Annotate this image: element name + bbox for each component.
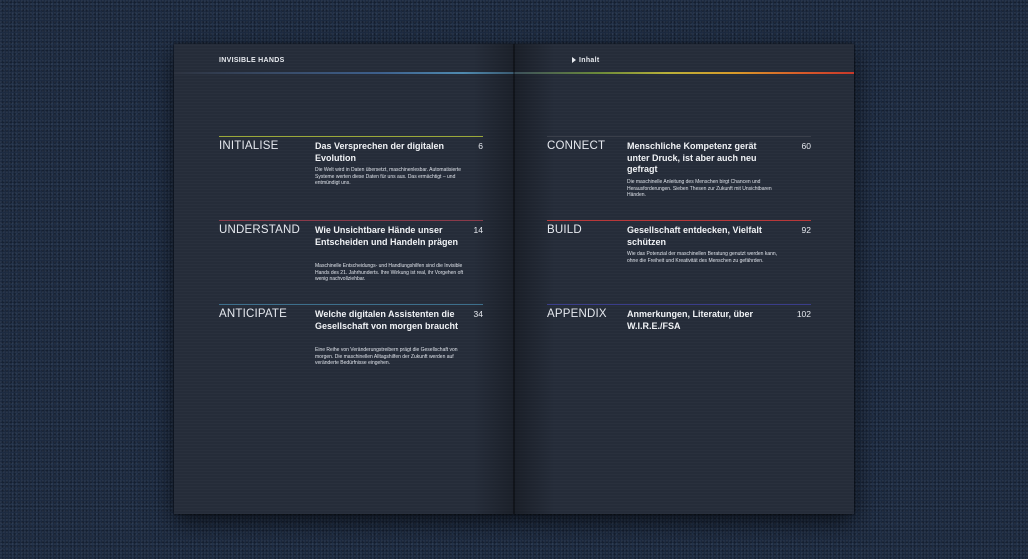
entry-rule — [219, 136, 483, 137]
toc-entry-appendix — [547, 304, 811, 364]
entry-rule — [219, 220, 483, 221]
triangle-right-icon — [572, 57, 576, 63]
right-page — [514, 44, 854, 514]
entry-rule — [547, 220, 811, 221]
toc-entry-build — [547, 220, 811, 280]
entry-title: Menschliche Kompetenz gerät unter Druck, ist aber auch neu gefragt — [627, 141, 757, 174]
running-head-right — [572, 57, 599, 64]
toc-entry-connect — [547, 136, 811, 199]
entry-title: Das Versprechen der digitalen Evolution — [315, 141, 445, 163]
left-page — [174, 44, 514, 514]
toc-entry-understand — [219, 220, 483, 283]
section-name: UNDERSTAND — [219, 224, 301, 236]
page-number: 92 — [801, 225, 811, 235]
section-name: APPENDIX — [547, 308, 607, 320]
entry-title: Gesellschaft entdecken, Vielfalt schützen — [627, 225, 762, 247]
page-number: 102 — [796, 309, 811, 319]
open-book — [174, 44, 854, 514]
page-number: 60 — [801, 141, 811, 151]
entry-rule — [547, 304, 811, 305]
entry-description: Eine Reihe von Veränderungstreibern prägt die Gesellschaft von morgen. Die maschinellen Alltagshilfen der Zukunft werden auf veränderte Bedürfnisse eingehen. — [315, 347, 458, 367]
running-head-left: INVISIBLE HANDS — [219, 57, 285, 64]
page-number: 34 — [473, 309, 483, 319]
entry-description: Wie das Potenzial der maschinellen Beratung genutzt werden kann, ohne die Freiheit und Kreativität des Menschen zu gefährden. — [627, 251, 778, 264]
entry-title: Welche digitalen Assistenten die Gesellschaft von morgen braucht — [315, 309, 459, 331]
header-rule-right — [514, 72, 854, 74]
section-name: ANTICIPATE — [219, 308, 288, 320]
entry-description: Die maschinelle Anleitung des Menschen birgt Chancen und Herausforderungen. Sieben Thesen zur Zukunft mit Unsichtbaren Händen. — [627, 179, 772, 199]
section-name: CONNECT — [547, 140, 606, 152]
page-number: 6 — [478, 141, 483, 151]
toc-entry-anticipate — [219, 304, 483, 367]
entry-title: Anmerkungen, Literatur, über W.I.R.E./FSA — [627, 309, 754, 331]
section-name: BUILD — [547, 224, 582, 236]
entry-title: Wie Unsichtbare Hände unser Entscheiden und Handeln prägen — [315, 225, 459, 247]
entry-rule — [547, 136, 811, 137]
running-head-label: Inhalt — [579, 57, 600, 64]
entry-rule — [219, 304, 483, 305]
header-rule-left — [174, 72, 514, 74]
book-spine — [513, 44, 515, 514]
section-name: INITIALISE — [219, 140, 279, 152]
entry-description: Die Welt wird in Daten übersetzt, maschinenlesbar. Automatisierte Systeme werten diese Daten für uns aus. Das ermächtigt – und entmündigt uns. — [315, 167, 462, 187]
page-number: 14 — [473, 225, 483, 235]
entry-description: Maschinelle Entscheidungs- und Handlungshilfen sind die Invisible Hands des 21. Jahrhunderts. Ihre Wirkung ist real, ihr Vorgehen oft wenig nachvollziehbar. — [315, 263, 464, 283]
toc-entry-initialise — [219, 136, 483, 196]
